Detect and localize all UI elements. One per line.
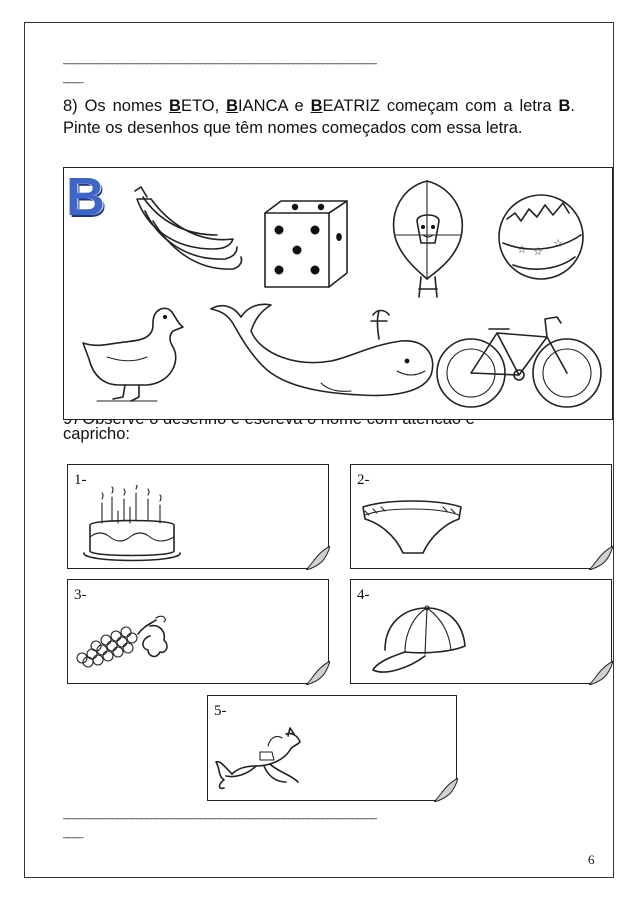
ball-icon[interactable]: [499, 195, 583, 279]
name-rest-beto: ETO,: [180, 97, 220, 115]
page-number: 6: [588, 852, 595, 867]
question-8-number: 8): [63, 97, 78, 115]
answer-card-3[interactable]: [67, 579, 329, 684]
card-1-label: 1-: [74, 472, 87, 488]
answer-line-bottom: ________________________________________________________________: [63, 808, 377, 820]
picture-box-drawings: [63, 167, 613, 420]
card-4-label: 4-: [357, 587, 370, 603]
question-8-middle: começam com a letra: [386, 97, 552, 115]
name-initial-beto: B: [169, 97, 181, 115]
answer-card-1[interactable]: [67, 464, 329, 569]
cap-icon: [365, 600, 475, 680]
question-8: [63, 96, 575, 139]
name-rest-beatriz: EATRIZ: [322, 97, 380, 115]
letter-b-badge: B: [66, 167, 105, 227]
duck-icon[interactable]: [83, 308, 183, 401]
answer-line-top-short: ____: [63, 72, 83, 84]
question-8-letter: B: [558, 97, 571, 115]
kite-icon[interactable]: [394, 181, 463, 297]
dice-icon[interactable]: [265, 201, 347, 287]
question-8-intro: Os nomes: [84, 97, 163, 115]
name-rest-bianca: IANCA e: [238, 97, 304, 115]
cake-icon: [78, 485, 188, 565]
horse-icon: [212, 726, 312, 800]
question-8-end: . Pinte os desenhos que têm nomes começados com essa letra.: [63, 97, 575, 137]
name-initial-beatriz: B: [310, 97, 323, 115]
whale-icon[interactable]: [211, 304, 433, 395]
card-2-label: 2-: [357, 472, 370, 488]
answer-card-4[interactable]: [350, 579, 612, 684]
answer-line-bottom-short: ____: [63, 827, 83, 839]
question-9-line2: capricho:: [63, 425, 130, 443]
answer-card-2[interactable]: [350, 464, 612, 569]
bicycle-icon[interactable]: [437, 317, 601, 407]
grapes-icon: [72, 610, 182, 680]
card-3-label: 3-: [74, 587, 87, 603]
svg-text:☆: ☆: [517, 243, 527, 256]
name-initial-bianca: B: [226, 97, 239, 115]
svg-text:☆: ☆: [553, 237, 563, 250]
answer-card-5[interactable]: [207, 695, 457, 801]
answer-line-top: ________________________________________________________________: [63, 53, 377, 65]
svg-text:☆: ☆: [533, 245, 543, 258]
bananas-icon[interactable]: [135, 187, 242, 269]
underwear-icon: [357, 493, 467, 563]
card-5-label: 5-: [214, 703, 227, 719]
